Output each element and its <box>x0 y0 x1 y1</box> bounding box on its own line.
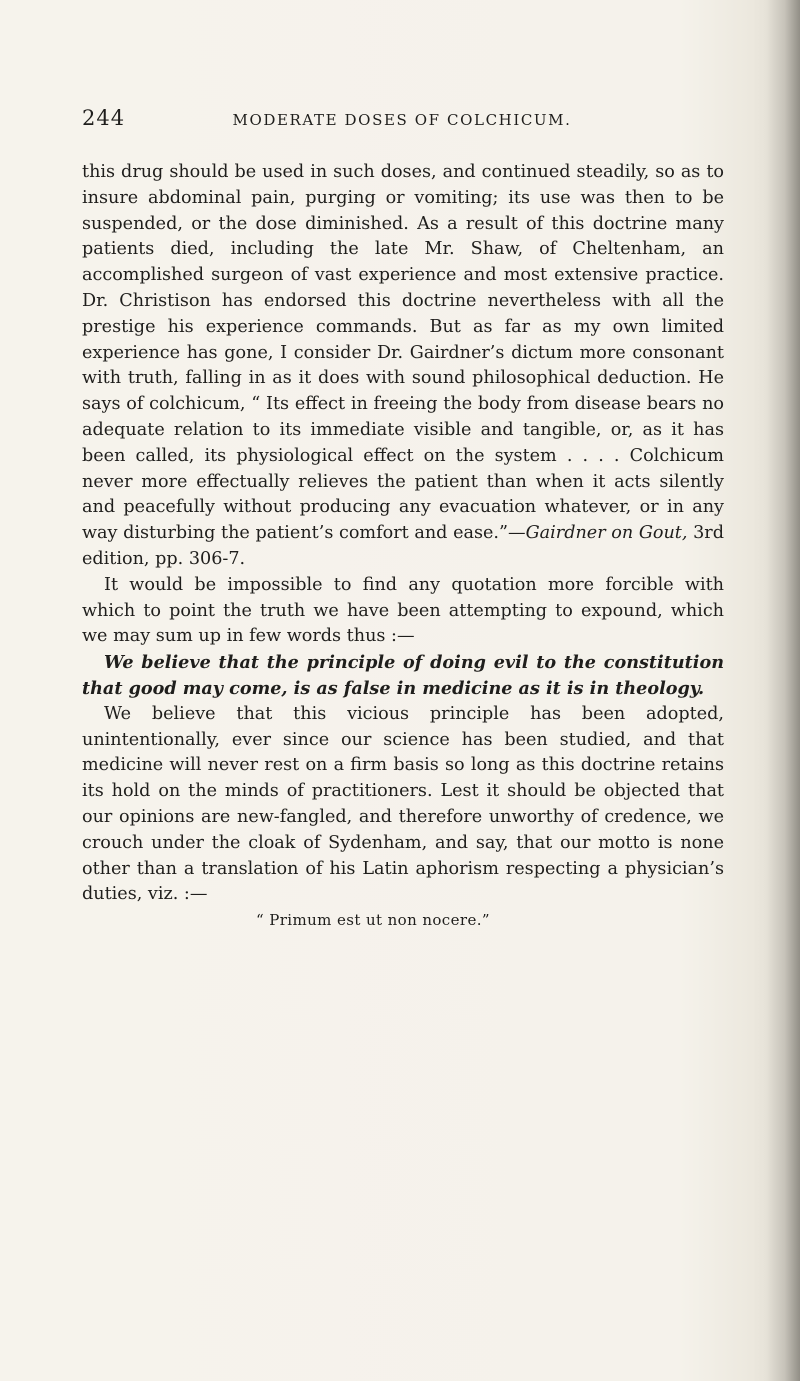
paragraph <box>82 160 724 573</box>
running-title: MODERATE DOSES OF COLCHICUM. <box>232 111 572 129</box>
paragraph: We believe that this vicious principle has been adopted, unintentionally, ever since our science has been studied, and that medicine will never rest on a firm basis so long as this doctrine retains its hold on the minds of practitioners. Lest it should be objected that our opinions are new-fangled, and therefore unworthy of credence, we crouch under the cloak of Sydenham, and say, that our motto is none other than a translation of his Latin aphorism respecting a physician’s duties, viz. :— <box>82 703 724 905</box>
paragraph-text: this drug should be used in such doses, and continued steadily, so as to insure abdominal pain, purging or vomiting; its use was then to be suspended, or the dose diminished. As a result of this doctrine many patients died, including the late Mr. Shaw, of Cheltenham, an accomplished surgeon of vast experience and most extensive practice. Dr. Christison has endorsed this doctrine nevertheless with all the prestige his experience commands. But as far as my own limited experience has gone, I consider Dr. Gairdner’s dictum more consonant with truth, falling in as it does with sound philosophical deduction. He says of colchicum, “ Its effect in freeing the body from disease bears no adequate relation to its immediate visible and tangible, or, as it has been called, its physiological effect on the system . . . . Colchicum never more effectually relieves the patient than when it acts silently and peacefully without producing any evacuation whatever, or in any way disturbing the patient’s comfort and ease.”— <box>82 162 724 544</box>
body-text <box>82 160 724 934</box>
running-head <box>82 104 722 134</box>
paragraph: It would be impossible to find any quotation more forcible with which to point the truth we have been attempting to expound, which we may sum up in few words thus :— <box>82 574 724 647</box>
page-edge-shadow <box>766 0 800 1381</box>
latin-motto: “ Primum est ut non nocere.” <box>256 911 490 930</box>
citation: Gairdner on Gout, <box>525 523 688 544</box>
page-number: 244 <box>82 106 126 130</box>
emphasized-statement: We believe that the principle of doing evil to the constitution that good may come, is as false in medicine as it is in theology. <box>82 652 724 699</box>
citation-tail: 3rd edition, pp. 306-7. <box>82 523 724 569</box>
